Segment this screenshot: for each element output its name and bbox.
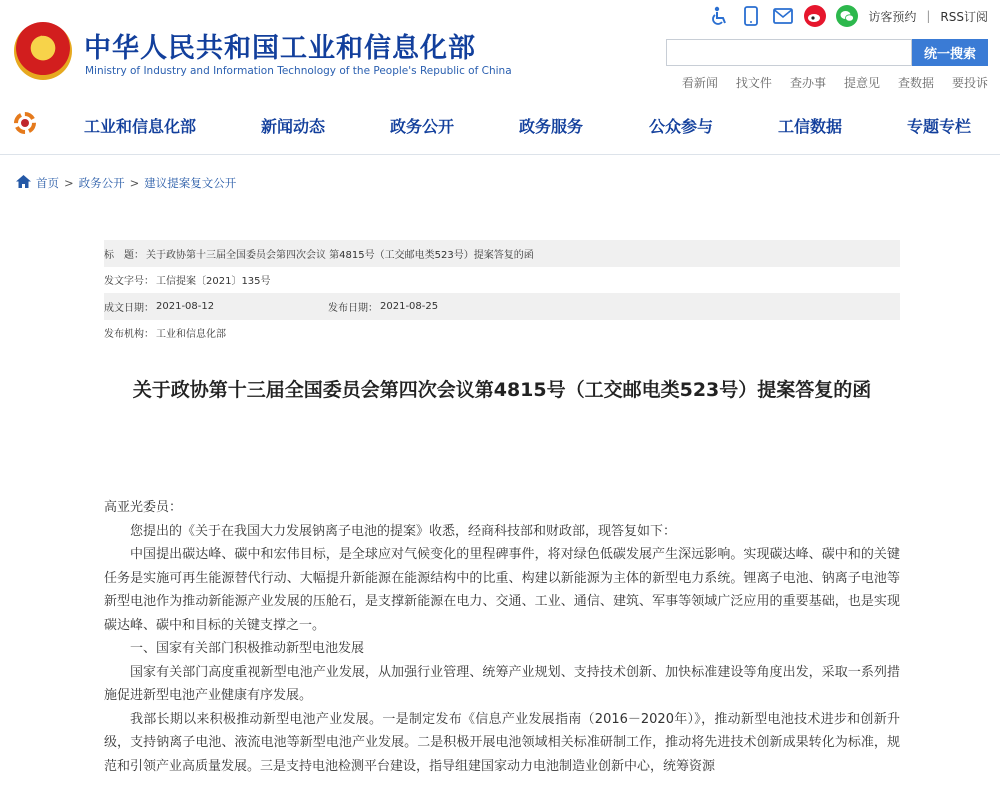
breadcrumb-separator: > [64, 176, 74, 190]
quick-link-news[interactable]: 看新闻 [681, 76, 718, 90]
mobile-icon[interactable] [740, 5, 762, 27]
quick-link-services[interactable]: 查办事 [789, 76, 826, 90]
meta-date-value: 2021-08-12 [156, 300, 215, 312]
wechat-icon[interactable] [836, 5, 858, 27]
document-meta-table [104, 240, 900, 346]
rss-link[interactable]: RSS订阅 [940, 9, 988, 24]
breadcrumb-current[interactable]: 建议提案复文公开 [144, 176, 237, 190]
quick-link-feedback[interactable]: 提意见 [843, 76, 880, 90]
national-emblem-logo[interactable]: ★ [14, 22, 72, 80]
site-subtitle: Ministry of Industry and Information Technology of the People's Republic of China [85, 65, 512, 77]
article-paragraph: 国家有关部门高度重视新型电池产业发展，从加强行业管理、统筹产业规划、支持技术创新、加快标准建设等角度出发，采取一系列措施促进新型电池产业健康有序发展。 [104, 664, 900, 703]
meta-title-value: 关于政协第十三届全国委员会第四次会议 第4815号（工交邮电类523号）提案答复的函 [146, 249, 534, 261]
nav-item-miit[interactable]: 工业和信息化部 [84, 117, 197, 136]
nav-item-gov-affairs[interactable]: 政务公开 [390, 117, 455, 136]
breadcrumb [16, 175, 236, 191]
article-salutation: 高亚光委员： [104, 500, 183, 515]
article-section-heading: 一、国家有关部门积极推动新型电池发展 [130, 641, 365, 656]
nav-item-participation[interactable]: 公众参与 [649, 117, 714, 136]
accessibility-icon[interactable] [708, 5, 730, 27]
mail-icon[interactable] [772, 5, 794, 27]
miit-logo-icon[interactable] [12, 110, 38, 136]
nav-item-services[interactable]: 政务服务 [519, 117, 584, 136]
visitor-appointment-link[interactable]: 访客预约 [868, 9, 917, 24]
meta-org-value: 工业和信息化部 [156, 329, 226, 341]
meta-row-dates [104, 293, 900, 320]
quick-link-data[interactable]: 查数据 [897, 76, 934, 90]
article-paragraph: 我部长期以来积极推动新型电池产业发展。一是制定发布《信息产业发展指南（2016－2020年）》，推动新型电池技术进步和创新升级，支持钠离子电池、液流电池等新型电池产业发展。二是积极开展电池领域相关标准研制工作，推动将先进技术创新成果转化为标准，规范和引领产业高质量发展。三是支持电池检测平台建设，指导组建国家动力电池制造业创新中心，统筹资源 [104, 711, 900, 774]
top-bar [708, 4, 988, 28]
meta-docno-value: 工信提案〔2021〕135号 [156, 276, 271, 288]
meta-org-label: 发布机构： [104, 329, 154, 341]
quick-link-files[interactable]: 找文件 [735, 76, 772, 90]
top-link-separator: | [926, 9, 931, 23]
home-icon[interactable] [16, 175, 31, 191]
meta-pub-label: 发布日期： [328, 302, 378, 314]
article-paragraph: 中国提出碳达峰、碳中和宏伟目标，是全球应对气候变化的里程碑事件，将对绿色低碳发展产生深远影响。实现碳达峰、碳中和的关键任务是实施可再生能源替代行动、大幅提升新能源在能源结构中的比重、构建以新能源为主体的新型电力系统。锂离子电池、钠离子电池等新型电池作为推动新能源产业发展的压舱石，是支撑新能源在电力、交通、工业、通信、建筑、军事等领域广泛应用的重要基础，也是实现碳达峰、碳中和目标的关键支撑之一。 [104, 547, 900, 633]
search-button[interactable]: 统一搜索 [912, 39, 988, 66]
nav-item-data[interactable]: 工信数据 [778, 117, 843, 136]
article-body [104, 496, 900, 778]
quick-link-complaint[interactable]: 要投诉 [951, 76, 988, 90]
meta-row-docno [104, 267, 900, 294]
breadcrumb-home[interactable]: 首页 [36, 176, 59, 190]
main-nav [0, 102, 1000, 155]
breadcrumb-separator: > [129, 176, 140, 190]
meta-title-label: 标 题： [104, 249, 144, 261]
article-title: 关于政协第十三届全国委员会第四次会议第4815号（工交邮电类523号）提案答复的函 [132, 379, 872, 401]
meta-docno-label: 发文字号： [104, 276, 154, 288]
meta-row-org [104, 320, 900, 347]
quick-links [682, 74, 988, 91]
site-title[interactable]: 中华人民共和国工业和信息化部 [84, 33, 476, 64]
meta-date-label: 成文日期： [104, 302, 154, 314]
search-input[interactable] [666, 39, 912, 66]
meta-row-title [104, 240, 900, 267]
weibo-icon[interactable] [804, 5, 826, 27]
nav-item-special[interactable]: 专题专栏 [907, 117, 972, 136]
meta-pub-value: 2021-08-25 [380, 300, 439, 312]
nav-item-news[interactable]: 新闻动态 [261, 117, 326, 136]
article-paragraph: 您提出的《关于在我国大力发展钠离子电池的提案》收悉，经商科技部和财政部，现答复如下： [130, 523, 677, 539]
breadcrumb-gov-affairs[interactable]: 政务公开 [78, 176, 125, 190]
